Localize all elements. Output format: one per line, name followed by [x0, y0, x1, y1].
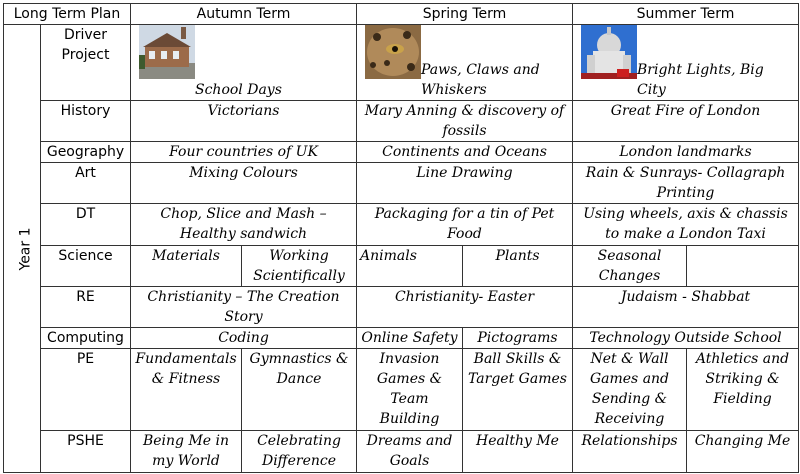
pshe-autumn-a: Being Me in my World	[131, 431, 242, 473]
pshe-autumn-b: Celebrating Difference	[242, 431, 357, 473]
science-summer-a: Seasonal Changes	[573, 246, 687, 287]
header-corner: Long Term Plan	[4, 4, 131, 25]
row-re	[4, 287, 799, 328]
subject-driver: Driver Project	[41, 25, 131, 101]
art-summer: Rain & Sunrays- Collagraph Printing	[573, 163, 799, 204]
driver-summer-text: Bright Lights, Big City	[637, 62, 764, 98]
year-cell	[4, 25, 41, 473]
driver-spring	[357, 25, 573, 101]
pshe-spring-a: Dreams and Goals	[357, 431, 463, 473]
row-pshe	[4, 431, 799, 473]
pe-spring-b: Ball Skills & Target Games	[463, 349, 573, 431]
long-term-plan-table	[3, 3, 799, 473]
row-dt	[4, 204, 799, 246]
pshe-spring-b: Healthy Me	[463, 431, 573, 473]
subject-science: Science	[41, 246, 131, 287]
subject-history: History	[41, 101, 131, 142]
re-summer: Judaism - Shabbat	[573, 287, 799, 328]
subject-dt: DT	[41, 204, 131, 246]
history-spring: Mary Anning & discovery of fossils	[357, 101, 573, 142]
header-summer: Summer Term	[573, 4, 799, 25]
history-summer: Great Fire of London	[573, 101, 799, 142]
pe-spring-a: Invasion Games & Team Building	[357, 349, 463, 431]
school-building-image	[139, 25, 195, 79]
year-label: Year 1	[17, 227, 34, 270]
computing-spring-b: Pictograms	[463, 328, 573, 349]
computing-summer: Technology Outside School	[573, 328, 799, 349]
geography-autumn: Four countries of UK	[131, 142, 357, 163]
re-spring: Christianity- Easter	[357, 287, 573, 328]
st-pauls-cathedral-image	[581, 25, 637, 79]
science-autumn-a: Materials	[131, 246, 242, 287]
row-driver	[4, 25, 799, 101]
computing-autumn: Coding	[131, 328, 357, 349]
pe-summer-a: Net & Wall Games and Sending & Receiving	[573, 349, 687, 431]
subject-re: RE	[41, 287, 131, 328]
science-spring-b: Plants	[463, 246, 573, 287]
leopard-image	[365, 25, 421, 79]
row-art	[4, 163, 799, 204]
science-summer-b	[687, 246, 799, 287]
driver-summer	[573, 25, 799, 101]
computing-spring-a: Online Safety	[357, 328, 463, 349]
header-row	[4, 4, 799, 25]
row-computing	[4, 328, 799, 349]
driver-autumn-text: School Days	[195, 82, 282, 98]
row-pe	[4, 349, 799, 431]
art-spring: Line Drawing	[357, 163, 573, 204]
subject-geography: Geography	[41, 142, 131, 163]
row-geography	[4, 142, 799, 163]
row-history	[4, 101, 799, 142]
dt-autumn: Chop, Slice and Mash – Healthy sandwich	[131, 204, 357, 246]
geography-spring: Continents and Oceans	[357, 142, 573, 163]
re-autumn: Christianity – The Creation Story	[131, 287, 357, 328]
pshe-summer-a: Relationships	[573, 431, 687, 473]
subject-pe: PE	[41, 349, 131, 431]
subject-art: Art	[41, 163, 131, 204]
row-science	[4, 246, 799, 287]
geography-summer: London landmarks	[573, 142, 799, 163]
header-spring: Spring Term	[357, 4, 573, 25]
history-autumn: Victorians	[131, 101, 357, 142]
driver-autumn	[131, 25, 357, 101]
pe-autumn-b: Gymnastics & Dance	[242, 349, 357, 431]
subject-pshe: PSHE	[41, 431, 131, 473]
driver-spring-text: Paws, Claws and Whiskers	[421, 62, 540, 98]
dt-summer: Using wheels, axis & chassis to make a London Taxi	[573, 204, 799, 246]
science-autumn-b: Working Scientifically	[242, 246, 357, 287]
pe-summer-b: Athletics and Striking & Fielding	[687, 349, 799, 431]
subject-computing: Computing	[41, 328, 131, 349]
pe-autumn-a: Fundamentals & Fitness	[131, 349, 242, 431]
art-autumn: Mixing Colours	[131, 163, 357, 204]
pshe-summer-b: Changing Me	[687, 431, 799, 473]
dt-spring: Packaging for a tin of Pet Food	[357, 204, 573, 246]
header-autumn: Autumn Term	[131, 4, 357, 25]
science-spring-a: Animals	[357, 246, 463, 287]
